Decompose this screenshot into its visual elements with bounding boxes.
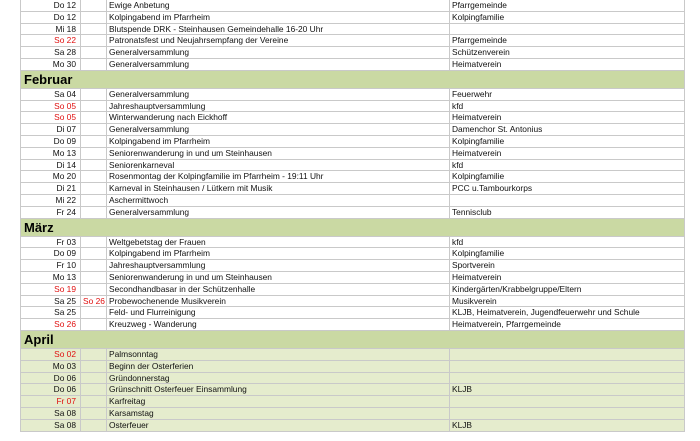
event-cell: Jahreshauptversammlung	[107, 101, 450, 112]
event-cell: Seniorenwanderung in und um Steinhausen	[107, 272, 450, 283]
second-day-cell	[81, 396, 107, 407]
organizer-cell	[450, 195, 685, 206]
table-row	[20, 47, 685, 59]
event-cell: Generalversammlung	[107, 59, 450, 70]
second-day-cell	[81, 35, 107, 46]
table-row	[20, 307, 685, 319]
day-cell: Sa 25	[20, 307, 81, 318]
organizer-cell: KLJB	[450, 420, 685, 431]
table-row	[20, 237, 685, 249]
table-row	[20, 319, 685, 331]
day-cell: Fr 10	[20, 260, 81, 271]
second-day-cell	[81, 319, 107, 330]
day-cell: Fr 07	[20, 396, 81, 407]
day-cell: Di 14	[20, 160, 81, 171]
organizer-cell	[450, 408, 685, 419]
organizer-cell: Sportverein	[450, 260, 685, 271]
second-day-cell	[81, 12, 107, 23]
second-day-cell	[81, 59, 107, 70]
table-row	[20, 373, 685, 385]
organizer-cell: Schützenverein	[450, 47, 685, 58]
second-day-cell	[81, 408, 107, 419]
organizer-cell: Musikverein	[450, 296, 685, 307]
second-day-cell	[81, 384, 107, 395]
table-row	[20, 59, 685, 71]
organizer-cell: Feuerwehr	[450, 89, 685, 100]
day-cell: Do 12	[20, 0, 81, 11]
day-cell: Do 06	[20, 373, 81, 384]
table-row	[20, 12, 685, 24]
organizer-cell: KLJB	[450, 384, 685, 395]
organizer-cell	[450, 24, 685, 35]
day-cell: Mo 13	[20, 272, 81, 283]
second-day-cell	[81, 349, 107, 360]
table-row	[20, 260, 685, 272]
event-cell: Grünschnitt Osterfeuer Einsammlung	[107, 384, 450, 395]
table-row	[20, 272, 685, 284]
event-cell: Kolpingabend im Pfarrheim	[107, 12, 450, 23]
event-cell: Generalversammlung	[107, 89, 450, 100]
table-row	[20, 24, 685, 36]
month-header: März	[20, 219, 685, 237]
day-cell: Mo 03	[20, 361, 81, 372]
event-cell: Kolpingabend im Pfarrheim	[107, 248, 450, 259]
day-cell: Do 09	[20, 136, 81, 147]
day-cell: Di 07	[20, 124, 81, 135]
second-day-cell	[81, 260, 107, 271]
event-cell: Karfreitag	[107, 396, 450, 407]
second-day-cell	[81, 307, 107, 318]
second-day-cell	[81, 361, 107, 372]
second-day-cell	[81, 47, 107, 58]
day-cell: Mi 18	[20, 24, 81, 35]
table-row	[20, 207, 685, 219]
organizer-cell	[450, 361, 685, 372]
second-day-cell	[81, 136, 107, 147]
second-day-cell	[81, 124, 107, 135]
organizer-cell: Heimatverein	[450, 112, 685, 123]
second-day-cell	[81, 160, 107, 171]
table-row	[20, 112, 685, 124]
event-cell: Patronatsfest und Neujahrsempfang der Vereine	[107, 35, 450, 46]
table-row	[20, 195, 685, 207]
table-row	[20, 0, 685, 12]
day-cell: Sa 04	[20, 89, 81, 100]
organizer-cell: Pfarrgemeinde	[450, 35, 685, 46]
day-cell: Di 21	[20, 183, 81, 194]
table-row	[20, 148, 685, 160]
organizer-cell: kfd	[450, 160, 685, 171]
second-day-cell	[81, 101, 107, 112]
month-header: Februar	[20, 71, 685, 89]
second-day-cell	[81, 373, 107, 384]
event-cell: Generalversammlung	[107, 124, 450, 135]
table-row	[20, 361, 685, 373]
event-cell: Feld- und Flurreinigung	[107, 307, 450, 318]
table-row	[20, 89, 685, 101]
table-row	[20, 420, 685, 432]
second-day-cell	[81, 272, 107, 283]
table-row	[20, 183, 685, 195]
second-day-cell	[81, 148, 107, 159]
table-row	[20, 101, 685, 113]
second-day-cell	[81, 420, 107, 431]
table-row	[20, 396, 685, 408]
day-cell: So 19	[20, 284, 81, 295]
organizer-cell: Kolpingfamilie	[450, 136, 685, 147]
event-cell: Beginn der Osterferien	[107, 361, 450, 372]
event-cell: Palmsonntag	[107, 349, 450, 360]
organizer-cell: Tennisclub	[450, 207, 685, 218]
organizer-cell	[450, 373, 685, 384]
event-cell: Seniorenkarneval	[107, 160, 450, 171]
day-cell: Fr 24	[20, 207, 81, 218]
table-row	[20, 296, 685, 308]
day-cell: Fr 03	[20, 237, 81, 248]
organizer-cell: Kolpingfamilie	[450, 171, 685, 182]
event-cell: Generalversammlung	[107, 47, 450, 58]
event-cell: Karsamstag	[107, 408, 450, 419]
table-row	[20, 384, 685, 396]
event-cell: Seniorenwanderung in und um Steinhausen	[107, 148, 450, 159]
table-row	[20, 284, 685, 296]
day-cell: Mo 30	[20, 59, 81, 70]
table-row	[20, 35, 685, 47]
event-cell: Weltgebetstag der Frauen	[107, 237, 450, 248]
organizer-cell: Kindergärten/Krabbelgruppe/Eltern	[450, 284, 685, 295]
organizer-cell: KLJB, Heimatverein, Jugendfeuerwehr und Schule	[450, 307, 685, 318]
second-day-cell	[81, 284, 107, 295]
month-header: April	[20, 331, 685, 349]
second-day-cell	[81, 24, 107, 35]
day-cell: Sa 25	[20, 296, 81, 307]
day-cell: Mo 13	[20, 148, 81, 159]
event-cell: Kreuzweg - Wanderung	[107, 319, 450, 330]
table-row	[20, 171, 685, 183]
second-day-cell	[81, 183, 107, 194]
day-cell: Do 12	[20, 12, 81, 23]
organizer-cell: Kolpingfamilie	[450, 12, 685, 23]
second-day-cell	[81, 248, 107, 259]
second-day-cell	[81, 171, 107, 182]
day-cell: Sa 08	[20, 420, 81, 431]
event-cell: Jahreshauptversammlung	[107, 260, 450, 271]
second-day-cell	[81, 0, 107, 11]
organizer-cell: Kolpingfamilie	[450, 248, 685, 259]
organizer-cell	[450, 349, 685, 360]
event-cell: Gründonnerstag	[107, 373, 450, 384]
day-cell: So 02	[20, 349, 81, 360]
event-cell: Karneval in Steinhausen / Lütkern mit Musik	[107, 183, 450, 194]
second-day-cell	[81, 207, 107, 218]
table-row	[20, 136, 685, 148]
organizer-cell: Heimatverein	[450, 148, 685, 159]
event-cell: Winterwanderung nach Eickhoff	[107, 112, 450, 123]
event-cell: Generalversammlung	[107, 207, 450, 218]
organizer-cell: Heimatverein	[450, 272, 685, 283]
event-cell: Rosenmontag der Kolpingfamilie im Pfarrheim - 19:11 Uhr	[107, 171, 450, 182]
day-cell: Mi 22	[20, 195, 81, 206]
organizer-cell: Pfarrgemeinde	[450, 0, 685, 11]
second-day-cell	[81, 237, 107, 248]
event-cell: Secondhandbasar in der Schützenhalle	[107, 284, 450, 295]
event-cell: Osterfeuer	[107, 420, 450, 431]
day-cell: Do 09	[20, 248, 81, 259]
event-cell: Aschermittwoch	[107, 195, 450, 206]
organizer-cell: Damenchor St. Antonius	[450, 124, 685, 135]
organizer-cell: kfd	[450, 101, 685, 112]
organizer-cell: kfd	[450, 237, 685, 248]
organizer-cell: Heimatverein, Pfarrgemeinde	[450, 319, 685, 330]
day-cell: So 26	[20, 319, 81, 330]
day-cell: Do 06	[20, 384, 81, 395]
table-row	[20, 248, 685, 260]
table-row	[20, 349, 685, 361]
day-cell: So 05	[20, 112, 81, 123]
second-day-cell	[81, 195, 107, 206]
table-row	[20, 124, 685, 136]
second-day-cell	[81, 89, 107, 100]
day-cell: So 05	[20, 101, 81, 112]
day-cell: Sa 28	[20, 47, 81, 58]
organizer-cell: Heimatverein	[450, 59, 685, 70]
day-cell: Sa 08	[20, 408, 81, 419]
event-cell: Blutspende DRK - Steinhausen Gemeindehalle 16-20 Uhr	[107, 24, 450, 35]
event-cell: Kolpingabend im Pfarrheim	[107, 136, 450, 147]
event-cell: Ewige Anbetung	[107, 0, 450, 11]
second-day-cell	[81, 112, 107, 123]
event-calendar-sheet	[20, 0, 685, 432]
organizer-cell	[450, 396, 685, 407]
table-row	[20, 408, 685, 420]
table-row	[20, 160, 685, 172]
second-day-cell: So 26	[81, 296, 107, 307]
event-cell: Probewochenende Musikverein	[107, 296, 450, 307]
day-cell: Mo 20	[20, 171, 81, 182]
organizer-cell: PCC u.Tambourkorps	[450, 183, 685, 194]
day-cell: So 22	[20, 35, 81, 46]
